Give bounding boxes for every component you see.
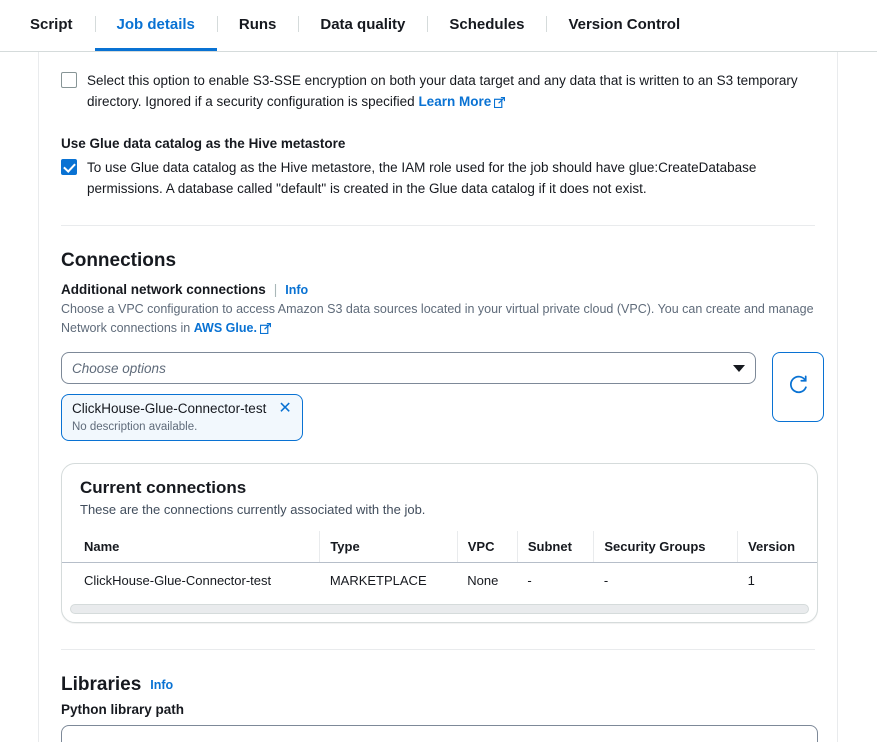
close-icon[interactable]: ✕ — [278, 400, 292, 417]
refresh-icon — [787, 374, 809, 401]
info-link-libraries[interactable]: Info — [150, 678, 174, 693]
tab-label: Script — [30, 15, 73, 33]
tab-script[interactable] — [8, 0, 95, 51]
libraries-title: Libraries — [61, 674, 142, 696]
external-link-icon — [260, 321, 271, 340]
hive-metastore-row[interactable] — [61, 157, 815, 199]
cell-security-groups: - — [603, 573, 609, 589]
sse-encryption-row[interactable] — [61, 70, 815, 114]
token-subtitle: No description available. — [72, 420, 198, 433]
cell-version: 1 — [747, 573, 755, 589]
cell-type: MARKETPLACE — [329, 573, 427, 589]
hive-metastore-checkbox[interactable] — [61, 159, 77, 175]
column-header-name[interactable]: Name — [62, 531, 320, 563]
connections-select-column — [61, 352, 756, 441]
column-header-vpc[interactable]: VPC — [457, 531, 517, 563]
current-connections-description: These are the connections currently associated with the job. — [80, 502, 426, 518]
cell-subnet: - — [527, 573, 532, 589]
refresh-connections-button[interactable] — [772, 352, 824, 422]
current-connections-title: Current connections — [80, 478, 247, 498]
python-library-path-input[interactable] — [61, 725, 818, 742]
info-link-connections[interactable]: Info — [285, 282, 309, 297]
learn-more-link[interactable]: Learn More — [418, 94, 492, 109]
connections-select-row — [61, 352, 815, 441]
field-label-text: Additional network connections — [61, 282, 266, 297]
column-header-type[interactable]: Type — [320, 531, 457, 563]
connections-title: Connections — [61, 250, 177, 271]
tab-label: Schedules — [449, 15, 525, 33]
current-connections-table — [62, 531, 817, 598]
content-scroll-area — [0, 52, 877, 742]
external-link-icon — [494, 93, 505, 114]
connections-multiselect[interactable] — [61, 352, 756, 384]
token-text — [72, 401, 266, 434]
sse-encryption-label — [87, 70, 807, 114]
tab-version-control[interactable] — [546, 0, 702, 51]
tab-schedules[interactable] — [427, 0, 546, 51]
cell-name: ClickHouse-Glue-Connector-test — [84, 573, 272, 589]
sse-encryption-checkbox[interactable] — [61, 72, 77, 88]
column-header-security-groups[interactable]: Security Groups — [594, 531, 738, 563]
python-library-path-label: Python library path — [61, 702, 185, 718]
table-horizontal-scrollbar[interactable] — [70, 604, 809, 614]
tab-label: Job details — [116, 15, 195, 33]
token-title: ClickHouse-Glue-Connector-test — [72, 401, 267, 416]
divider-libraries — [61, 649, 815, 650]
hive-metastore-label: To use Glue data catalog as the Hive metastore, the IAM role used for the job should have glue:CreateDatabase permissions. A database called "default" is created in the Glue data catalog if it does not exist. — [87, 160, 757, 196]
cell-vpc: None — [467, 573, 499, 589]
connections-description — [61, 300, 815, 340]
tab-label: Data quality — [320, 15, 406, 33]
aws-glue-link[interactable]: AWS Glue. — [193, 321, 257, 335]
column-header-version[interactable]: Version — [738, 531, 817, 563]
sse-encryption-text: Select this option to enable S3-SSE encryption on both your data target and any data that is written to an S3 temporary directory. Ignored if a security configuration is specified — [87, 73, 798, 109]
current-connections-card — [61, 463, 818, 623]
tab-bar — [0, 0, 877, 52]
connections-select-placeholder: Choose options — [72, 360, 166, 376]
current-connections-header — [62, 464, 817, 521]
tab-runs[interactable] — [217, 0, 299, 51]
label-separator: | — [273, 282, 278, 297]
tab-label: Runs — [238, 15, 277, 33]
divider-connections — [61, 225, 815, 226]
libraries-header — [61, 674, 815, 696]
additional-network-connections-label — [61, 282, 815, 297]
table-row[interactable] — [62, 563, 817, 599]
tab-job-details[interactable] — [95, 0, 217, 51]
tab-data-quality[interactable] — [298, 0, 427, 51]
table-header-row — [62, 531, 817, 563]
job-details-form — [38, 52, 838, 742]
column-header-subnet[interactable]: Subnet — [517, 531, 594, 563]
hive-metastore-heading: Use Glue data catalog as the Hive metastore — [61, 136, 346, 151]
connections-description-text: Choose a VPC configuration to access Amazon S3 data sources located in your virtual private cloud (VPC). You can create and manage Network connections in — [61, 302, 814, 335]
chevron-down-icon — [733, 365, 745, 372]
tab-label: Version Control — [568, 15, 681, 33]
selected-connection-token[interactable] — [61, 394, 303, 441]
